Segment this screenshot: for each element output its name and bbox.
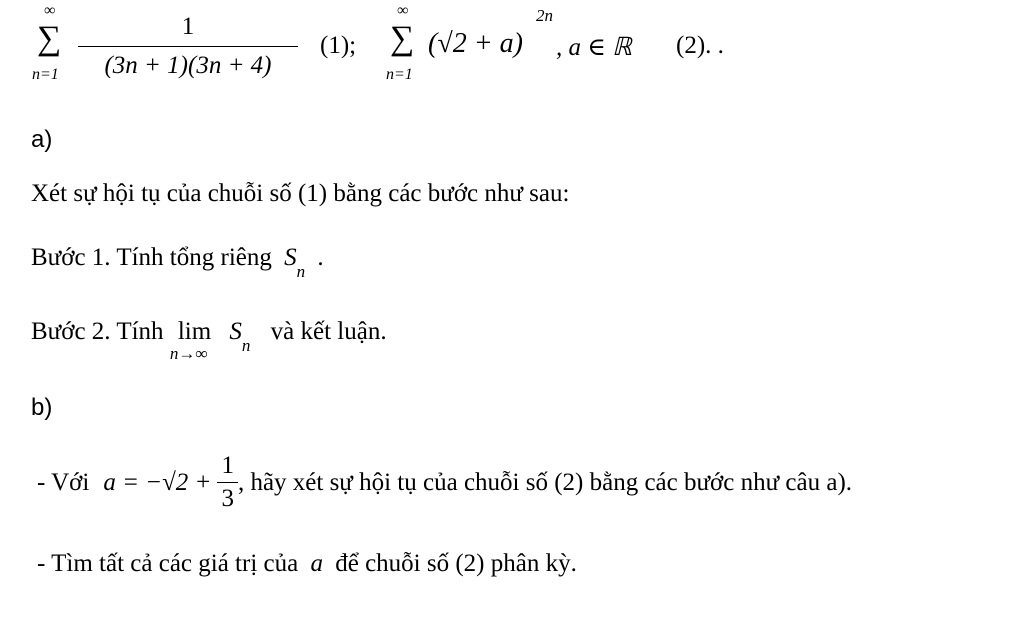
sum2-lower: n=1 <box>386 66 413 83</box>
series2-condition: , a ∈ ℝ <box>556 34 632 61</box>
sum1-lower: n=1 <box>32 66 59 83</box>
step2-subscript: n <box>241 336 251 355</box>
step2-lim: lim <box>177 318 212 345</box>
item1-fraction <box>217 452 238 513</box>
item2-variable: a <box>310 550 323 577</box>
sum1-upper: ∞ <box>44 2 56 19</box>
item1-suffix: , hãy xét sự hội tụ của chuỗi số (2) bằng các bước như câu a). <box>237 468 853 496</box>
step1-subscript: n <box>296 262 306 281</box>
part-b-label: b) <box>31 394 53 421</box>
sum1-sigma: ∑ <box>37 20 62 57</box>
series1-fraction <box>78 12 298 83</box>
series1-numerator: 1 <box>181 13 195 40</box>
sum2-sigma: ∑ <box>390 20 415 57</box>
fraction-bar <box>78 46 298 47</box>
part-b-item1 <box>37 452 852 513</box>
step2-text <box>31 318 387 363</box>
item1-fraction-denominator: 3 <box>221 485 234 512</box>
sum2-upper: ∞ <box>397 2 409 19</box>
item1-prefix: - Với <box>37 468 90 496</box>
step2-lim-subscript: n→∞ <box>169 344 208 363</box>
step2-suffix: và kết luận. <box>270 318 387 345</box>
part-a-intro: Xét sự hội tụ của chuỗi số (1) bằng các bước như sau: <box>31 180 570 207</box>
series2-term: (√2 + a) <box>428 28 523 59</box>
part-b-item2 <box>37 550 577 578</box>
series2-exponent: 2n <box>536 6 553 25</box>
step2-symbol: S <box>229 318 242 345</box>
item1-fraction-numerator: 1 <box>221 452 234 479</box>
part-a-label: a) <box>31 126 53 153</box>
item1-lhs: a = −√2 + <box>103 468 212 496</box>
item2-prefix: - Tìm tất cả các giá trị của <box>37 550 299 577</box>
label-2: (2). . <box>676 32 724 59</box>
label-1: (1); <box>320 32 357 59</box>
step1-prefix: Bước 1. Tính tổng riêng <box>31 244 272 271</box>
step2-prefix: Bước 2. Tính <box>31 318 164 345</box>
series1-denominator: (3n + 1)(3n + 4) <box>104 52 272 79</box>
step1-symbol: S <box>284 244 297 271</box>
step1-suffix: . <box>317 244 324 271</box>
item2-suffix: để chuỗi số (2) phân kỳ. <box>335 550 577 577</box>
step1-text <box>31 244 324 281</box>
